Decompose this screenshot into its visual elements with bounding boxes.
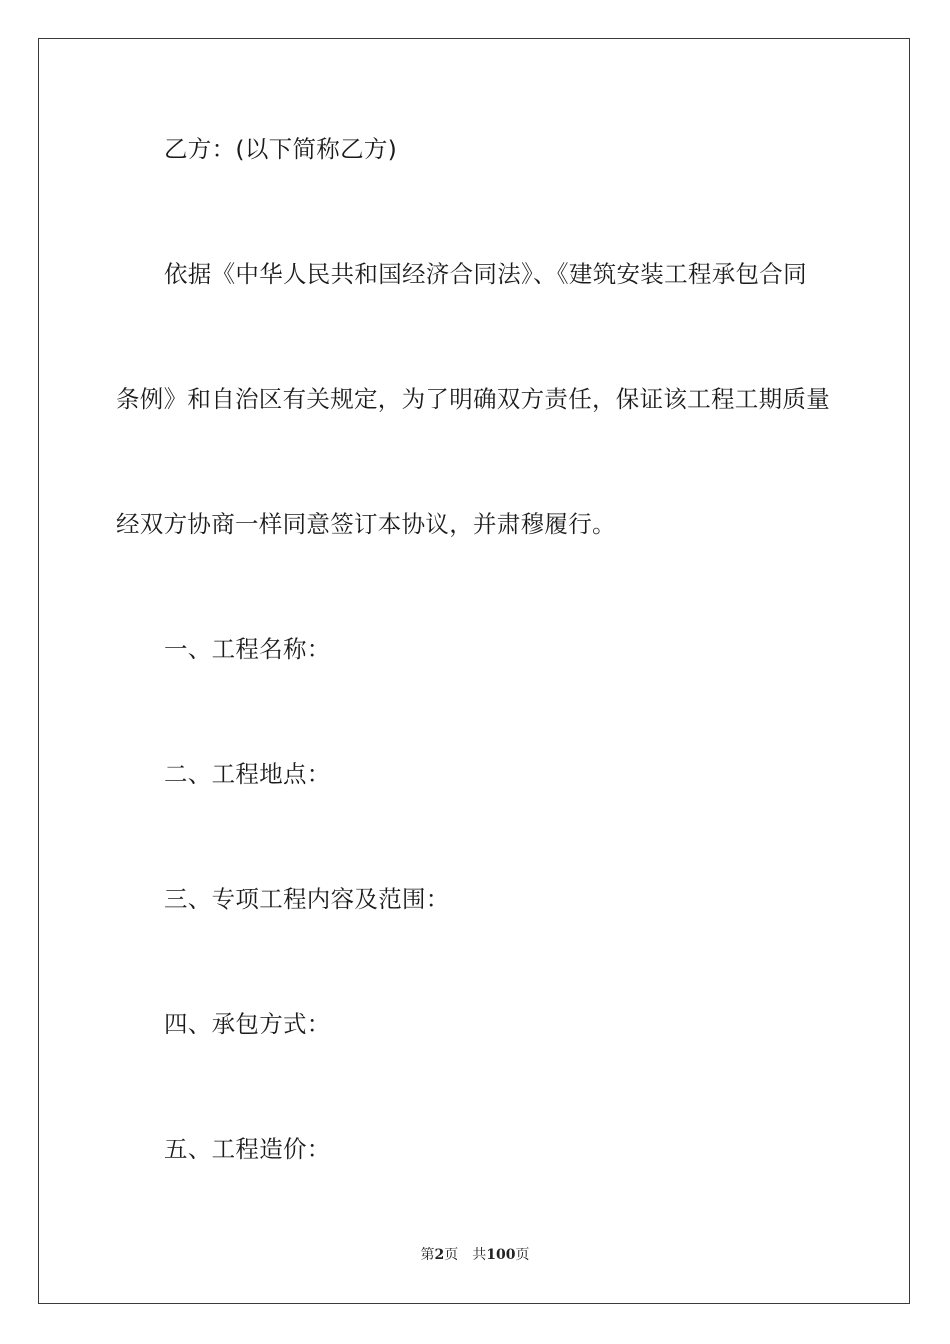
preamble-line-3: 经双方协商一样同意签订本协议，并肃穆履行。 xyxy=(116,510,616,538)
clause-project-name: 一、工程名称： xyxy=(164,635,331,663)
total-suffix: 页 xyxy=(515,1247,530,1263)
page-number: 2 xyxy=(434,1247,445,1263)
clause-project-cost: 五、工程造价： xyxy=(164,1135,331,1163)
page-prefix: 第 xyxy=(420,1247,435,1263)
clause-project-location: 二、工程地点： xyxy=(164,760,331,788)
page-suffix: 页 xyxy=(444,1247,459,1263)
total-pages: 100 xyxy=(486,1247,516,1263)
preamble-line-1: 依据《中华人民共和国经济合同法》、《建筑安装工程承包合同 xyxy=(164,260,807,288)
preamble-line-2: 条例》和自治区有关规定，为了明确双方责任，保证该工程工期质量 xyxy=(116,385,830,413)
page-footer xyxy=(0,1245,950,1265)
clause-project-scope: 三、专项工程内容及范围： xyxy=(164,885,450,913)
total-prefix: 共 xyxy=(472,1247,487,1263)
party-b-line: 乙方：(以下简称乙方) xyxy=(164,135,398,163)
clause-contract-method: 四、承包方式： xyxy=(164,1010,331,1038)
page-border xyxy=(38,38,910,1304)
